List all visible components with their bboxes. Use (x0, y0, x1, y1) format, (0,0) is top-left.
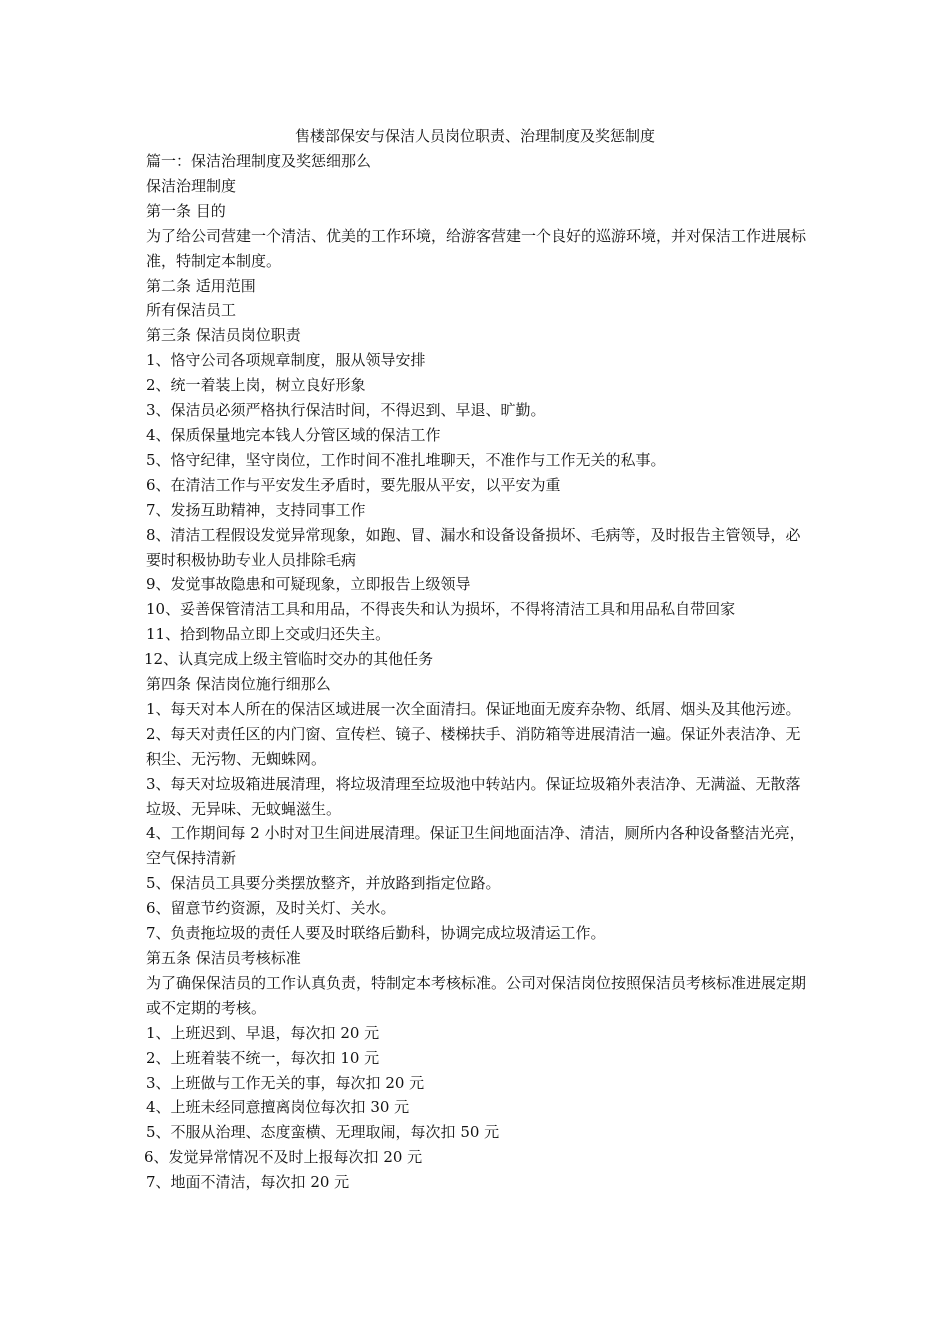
list-item: 6、发觉异常情况不及时上报每次扣 20 元 (144, 1148, 423, 1167)
list-item: 7、地面不清洁，每次扣 20 元 (146, 1173, 350, 1192)
list-item: 2、每天对责任区的内门窗、宣传栏、镜子、楼梯扶手、消防箱等进展清洁一遍。保证外表洁净、无积尘、无污物、无蜘蛛网。 (146, 724, 801, 768)
paragraph-article-2: 第二条 适用范围 (146, 276, 256, 295)
list-item: 7、负责拖垃圾的责任人要及时联络后勤科，协调完成垃圾清运工作。 (146, 924, 606, 943)
list-item: 10、妥善保管清洁工具和用品，不得丧失和认为损坏，不得将清洁工具和用品私自带回家 (146, 600, 736, 619)
paragraph-article-3: 第三条 保洁员岗位职责 (146, 326, 301, 345)
list-item: 4、上班未经同意擅离岗位每次扣 30 元 (146, 1098, 410, 1117)
list-item: 12、认真完成上级主管临时交办的其他任务 (144, 650, 434, 669)
list-item: 1、恪守公司各项规章制度，服从领导安排 (146, 351, 426, 370)
list-item: 8、清洁工程假设发觉异常现象，如跑、冒、漏水和设备设备损坏、毛病等，及时报告主管领导，必要时积极协助专业人员排除毛病 (146, 525, 801, 569)
paragraph-heading: 保洁治理制度 (146, 176, 237, 195)
list-item: 6、留意节约资源，及时关灯、关水。 (146, 899, 396, 918)
list-item: 4、工作期间每 2 小时对卫生间进展清理。保证卫生间地面洁净、清洁，厕所内各种设备整洁光亮，空气保持清新 (146, 824, 805, 868)
paragraph-section-heading: 篇一：保洁治理制度及奖惩细那么 (146, 152, 372, 170)
paragraph: 为了给公司营建一个清洁、优美的工作环境，给游客营建一个良好的巡游环境，并对保洁工作进展标准，特制定本制度。 (146, 226, 807, 270)
list-item: 1、上班迟到、早退，每次扣 20 元 (146, 1023, 380, 1042)
list-item: 4、保质保量地完本钱人分管区域的保洁工作 (146, 425, 441, 444)
list-item: 9、发觉事故隐患和可疑现象，立即报告上级领导 (146, 575, 471, 594)
list-item: 7、发扬互助精神，支持同事工作 (146, 500, 366, 519)
paragraph-article-4: 第四条 保洁岗位施行细那么 (146, 675, 331, 694)
paragraph: 所有保洁员工 (146, 301, 237, 320)
list-item: 1、每天对本人所在的保洁区域进展一次全面清扫。保证地面无废弃杂物、纸屑、烟头及其他污迹。 (146, 699, 801, 718)
list-item: 3、每天对垃圾箱进展清理，将垃圾清理至垃圾池中转站内。保证垃圾箱外表洁净、无满溢、无散落垃圾、无异味、无蚊蝇滋生。 (146, 774, 801, 818)
list-item: 2、统一着装上岗，树立良好形象 (146, 376, 366, 395)
document-body (146, 149, 812, 1195)
list-item: 11、拾到物品立即上交或归还失主。 (146, 625, 391, 644)
document-title: 售楼部保安与保洁人员岗位职责、治理制度及奖惩制度 (294, 127, 655, 145)
list-item: 2、上班着装不统一，每次扣 10 元 (146, 1048, 380, 1067)
list-item: 5、保洁员工具要分类摆放整齐，并放路到指定位路。 (146, 874, 501, 893)
list-item: 5、恪守纪律，坚守岗位，工作时间不准扎堆聊天，不准作与工作无关的私事。 (146, 450, 666, 469)
list-item: 3、上班做与工作无关的事，每次扣 20 元 (146, 1073, 425, 1092)
paragraph-article-5: 第五条 保洁员考核标准 (146, 949, 301, 967)
list-item: 3、保洁员必须严格执行保洁时间，不得迟到、早退、旷勤。 (146, 401, 546, 420)
paragraph-article-1: 第一条 目的 (146, 201, 226, 220)
list-item: 5、不服从治理、态度蛮横、无理取闹，每次扣 50 元 (146, 1123, 500, 1142)
list-item: 6、在清洁工作与平安发生矛盾时，要先服从平安，以平安为重 (146, 475, 561, 494)
paragraph: 为了确保保洁员的工作认真负责，特制定本考核标准。公司对保洁岗位按照保洁员考核标准进展定期或不定期的考核。 (146, 973, 807, 1017)
